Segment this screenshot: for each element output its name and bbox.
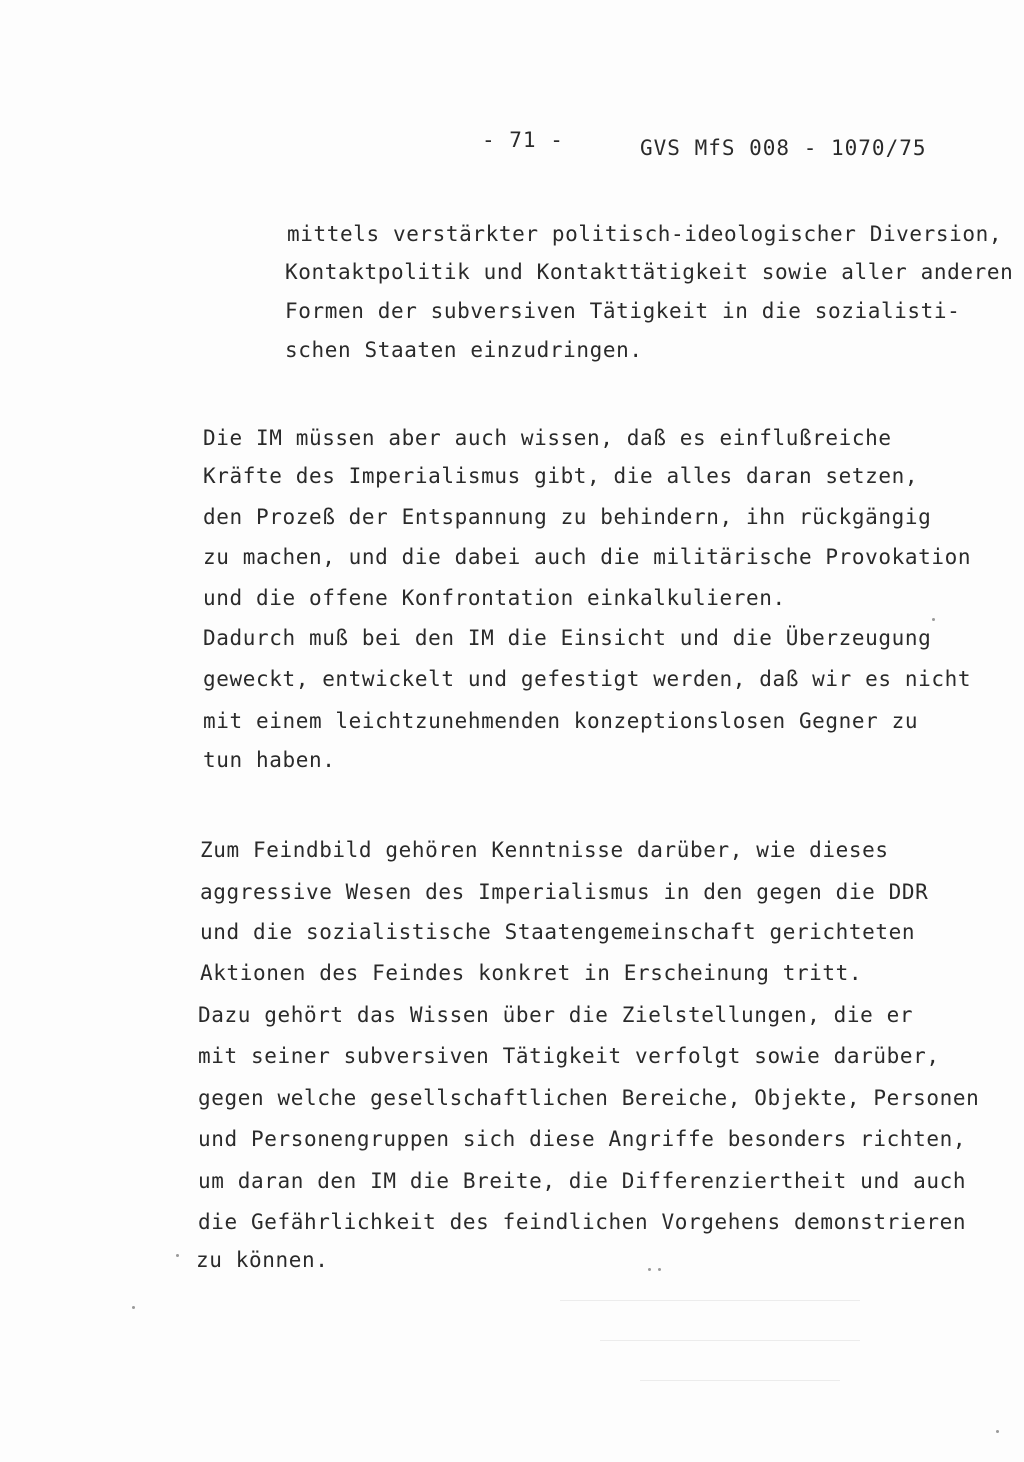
text-line: um daran den IM die Breite, die Differenziertheit und auch [198,1169,967,1193]
text-line: tun haben. [203,748,336,772]
scan-speck [932,618,935,621]
scan-speck [996,1430,999,1433]
bleed-through [640,1380,840,1381]
text-line: und Personengruppen sich diese Angriffe besonders richten, [198,1127,967,1151]
text-line: Dadurch muß bei den IM die Einsicht und die Überzeugung [203,626,932,650]
scan-speck [658,1268,661,1271]
text-line: Formen der subversiven Tätigkeit in die sozialisti- [285,299,961,323]
text-line: Die IM müssen aber auch wissen, daß es einflußreiche [203,426,892,450]
document-reference: GVS MfS 008 - 1070/75 [640,136,927,160]
page-number: - 71 - [482,128,564,152]
text-line: mit seiner subversiven Tätigkeit verfolgt sowie darüber, [198,1044,940,1068]
text-line: Kontaktpolitik und Kontakttätigkeit sowie aller anderen [285,260,1014,284]
text-line: die Gefährlichkeit des feindlichen Vorgehens demonstrieren [198,1210,967,1234]
text-line: Kräfte des Imperialismus gibt, die alles daran setzen, [203,464,919,488]
scan-speck [648,1268,651,1271]
text-line: Zum Feindbild gehören Kenntnisse darüber, wie dieses [200,838,889,862]
text-line: Dazu gehört das Wissen über die Zielstellungen, die er [198,1003,914,1027]
text-line: Aktionen des Feindes konkret in Erscheinung tritt. [200,961,863,985]
scan-speck [176,1254,179,1257]
bleed-through [560,1300,860,1301]
text-line: aggressive Wesen des Imperialismus in den gegen die DDR [200,880,929,904]
text-line: geweckt, entwickelt und gefestigt werden, daß wir es nicht [203,667,972,691]
text-line: gegen welche gesellschaftlichen Bereiche, Objekte, Personen [198,1086,980,1110]
text-line: mit einem leichtzunehmenden konzeptionslosen Gegner zu [203,709,919,733]
bleed-through [600,1340,860,1341]
text-line: und die sozialistische Staatengemeinschaft gerichteten [200,920,916,944]
text-line: zu machen, und die dabei auch die militärische Provokation [203,545,972,569]
text-line: zu können. [196,1248,329,1272]
text-line: schen Staaten einzudringen. [285,338,643,362]
text-line: den Prozeß der Entspannung zu behindern, ihn rückgängig [203,505,932,529]
scan-speck [132,1306,135,1309]
text-line: mittels verstärkter politisch-ideologischer Diversion, [287,222,1003,246]
text-line: und die offene Konfrontation einkalkulieren. [203,586,786,610]
page-header [0,128,1024,168]
